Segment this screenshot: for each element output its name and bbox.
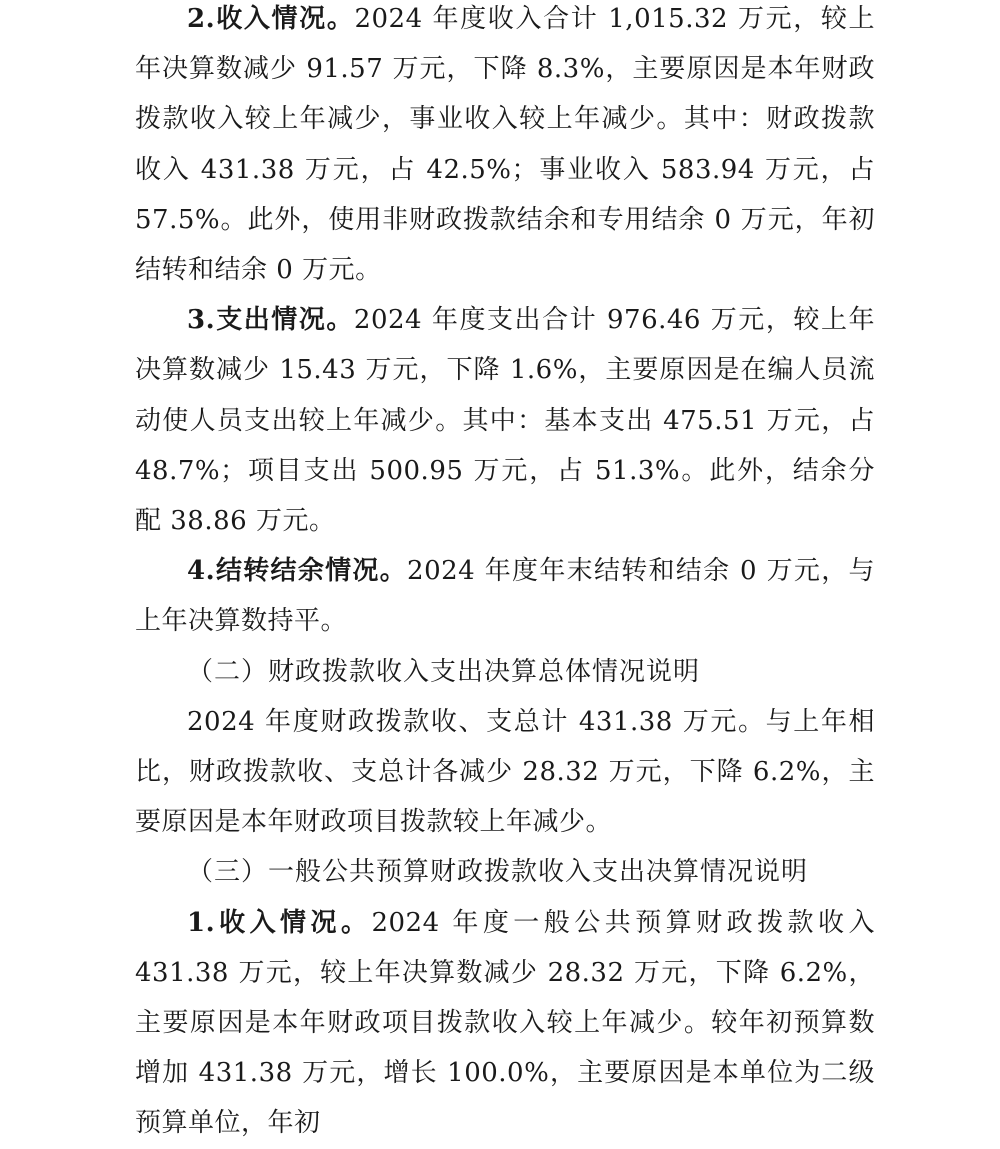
document-page — [135, 0, 875, 1149]
income-heading: 2.收入情况。 — [187, 4, 355, 34]
expenditure-paragraph — [135, 295, 875, 546]
carryover-text: 2024 年度年末结转和结余 0 万元，与上年决算数持平。 — [135, 556, 875, 637]
carryover-paragraph — [135, 546, 875, 646]
section3-title: （三）一般公共预算财政拨款收入支出决算情况说明 — [187, 857, 809, 888]
section3-income-text: 2024 年度一般公共预算财政拨款收入 431.38 万元，较上年决算数减少 28.32 万元，下降 6.2%，主要原因是本年财政项目拨款收入较上年减少。较年初预算数增加 431.38 万元，增长 100.0%，主要原因是本单位为二级预算单位，年初 — [135, 907, 875, 1139]
expenditure-text: 2024 年度支出合计 976.46 万元，较上年决算数减少 15.43 万元，下降 1.6%，主要原因是在编人员流动使人员支出较上年减少。其中：基本支出 475.51 万元，占 48.7%；项目支出 500.95 万元，占 51.3%。此外，结余分配 38.86 万元。 — [135, 305, 875, 537]
carryover-heading: 4.结转结余情况。 — [187, 556, 408, 587]
income-paragraph — [135, 0, 875, 295]
section3-income-heading: 1.收入情况。 — [187, 907, 372, 938]
section3-income-paragraph — [135, 898, 875, 1149]
section2-body: 2024 年度财政拨款收、支总计 431.38 万元。与上年相比，财政拨款收、支总计各减少 28.32 万元，下降 6.2%，主要原因是本年财政项目拨款较上年减少。 — [135, 706, 875, 838]
expenditure-heading: 3.支出情况。 — [187, 305, 354, 336]
income-text: 2024 年度收入合计 1,015.32 万元，较上年决算数减少 91.57 万元，下降 8.3%，主要原因是本年财政拨款收入较上年减少，事业收入较上年减少。其中：财政拨款收入 431.38 万元，占 42.5%；事业收入 583.94 万元，占 57.5%。此外，使用非财政拨款结余和专用结余 0 万元，年初结转和结余 0 万元。 — [135, 4, 875, 286]
section2-title: （二）财政拨款收入支出决算总体情况说明 — [187, 656, 701, 687]
